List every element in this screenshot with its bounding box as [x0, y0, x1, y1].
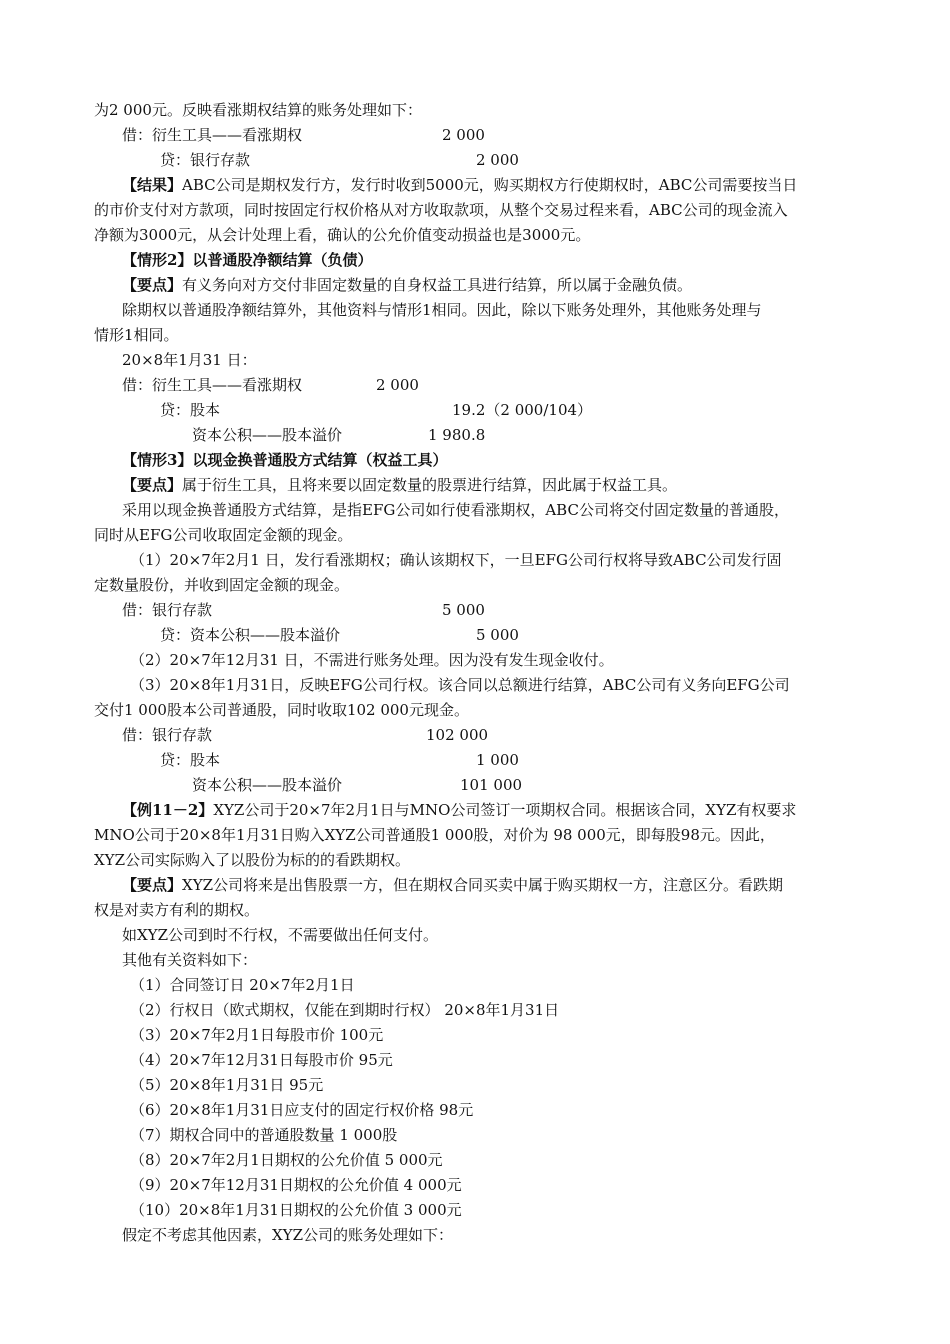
- journal-credit: 资本公积——股本溢价: [192, 776, 343, 794]
- text-line: 采用以现金换普通股方式结算，是指EFG公司如行使看涨期权，ABC公司将交付固定数量的普通股，: [122, 501, 789, 519]
- journal-credit: 贷：资本公积——股本溢价: [160, 626, 341, 644]
- text-line: 净额为3000元，从会计处理上看，确认的公允价值变动损益也是3000元。: [94, 226, 591, 244]
- list-item: （7）期权合同中的普通股数量 1 000股: [130, 1126, 398, 1144]
- list-item: （9）20×7年12月31日期权的公允价值 4 000元: [130, 1176, 462, 1194]
- text-line: XYZ公司实际购入了以股份为标的的看跌期权。: [94, 851, 411, 869]
- list-item: （1）合同签订日 20×7年2月1日: [130, 976, 355, 994]
- text-span: 属于衍生工具，且将来要以固定数量的股票进行结算，因此属于权益工具。: [182, 476, 678, 494]
- result-label: 【结果】: [122, 176, 183, 194]
- example-label: 【例11－2】: [122, 801, 214, 819]
- key-point-label: 【要点】: [122, 476, 183, 494]
- text-line: [122, 273, 692, 298]
- list-item: （5）20×8年1月31日 95元: [130, 1076, 324, 1094]
- journal-debit: 借：银行存款: [122, 726, 213, 744]
- journal-amount: 101 000: [460, 776, 523, 794]
- text-line: 交付1 000股本公司普通股，同时收取102 000元现金。: [94, 701, 469, 719]
- text-line: 其他有关资料如下：: [122, 951, 258, 969]
- list-item: （6）20×8年1月31日应支付的固定行权价格 98元: [130, 1101, 474, 1119]
- text-line: [122, 873, 783, 898]
- journal-credit: 贷：股本: [160, 401, 221, 419]
- key-point-label: 【要点】: [122, 876, 183, 894]
- journal-debit: 借：银行存款: [122, 601, 213, 619]
- list-item: （8）20×7年2月1日期权的公允价值 5 000元: [130, 1151, 443, 1169]
- text-span: 有义务向对方交付非固定数量的自身权益工具进行结算，所以属于金融负债。: [182, 276, 693, 294]
- section-heading: 【情形2】以普通股净额结算（负债）: [122, 251, 373, 269]
- journal-amount: 1 000: [476, 751, 519, 769]
- text-line: 20×8年1月31 日：: [122, 351, 257, 369]
- text-line: 定数量股份，并收到固定金额的现金。: [94, 576, 350, 594]
- journal-debit: 借：衍生工具——看涨期权: [122, 376, 303, 394]
- text-line: 如XYZ公司到时不行权，不需要做出任何支付。: [122, 926, 439, 944]
- list-item: （4）20×7年12月31日每股市价 95元: [130, 1051, 393, 1069]
- journal-amount: 2 000: [476, 151, 519, 169]
- text-line: 权是对卖方有利的期权。: [94, 901, 260, 919]
- list-item: （3）20×7年2月1日每股市价 100元: [130, 1026, 384, 1044]
- text-line: （3）20×8年1月31日，反映EFG公司行权。该合同以总额进行结算，ABC公司有义务向EFG公司: [130, 676, 790, 694]
- journal-amount: 5 000: [442, 601, 485, 619]
- text-line: 为2 000元。反映看涨期权结算的账务处理如下：: [94, 101, 422, 119]
- journal-credit: 贷：银行存款: [160, 151, 251, 169]
- journal-amount: 2 000: [442, 126, 485, 144]
- journal-amount: 2 000: [376, 376, 419, 394]
- text-span: ABC公司是期权发行方，发行时收到5000元，购买期权方行使期权时，ABC公司需要按当日: [182, 176, 798, 194]
- text-line: 的市价支付对方款项，同时按固定行权价格从对方收取款项，从整个交易过程来看，ABC公司的现金流入: [94, 201, 788, 219]
- section-heading: 【情形3】以现金换普通股方式结算（权益工具）: [122, 451, 448, 469]
- text-line: 假定不考虑其他因素，XYZ公司的账务处理如下：: [122, 1226, 454, 1244]
- text-line: [122, 473, 677, 498]
- text-line: MNO公司于20×8年1月31日购入XYZ公司普通股1 000股，对价为 98 000元，即每股98元。因此，: [94, 826, 775, 844]
- journal-debit: 借：衍生工具——看涨期权: [122, 126, 303, 144]
- text-span: XYZ公司于20×7年2月1日与MNO公司签订一项期权合同。根据该合同，XYZ有权要求: [213, 801, 797, 819]
- journal-amount: 5 000: [476, 626, 519, 644]
- text-line: （1）20×7年2月1 日，发行看涨期权；确认该期权下，一旦EFG公司行权将导致ABC公司发行固: [130, 551, 782, 569]
- journal-credit: 资本公积——股本溢价: [192, 426, 343, 444]
- text-line: 除期权以普通股净额结算外，其他资料与情形1相同。因此，除以下账务处理外，其他账务处理与: [122, 301, 762, 319]
- journal-amount: 102 000: [426, 726, 489, 744]
- list-item: （2）行权日（欧式期权，仅能在到期时行权） 20×8年1月31日: [130, 1001, 560, 1019]
- journal-amount: 1 980.8: [428, 426, 486, 444]
- text-line: 情形1相同。: [94, 326, 179, 344]
- text-span: XYZ公司将来是出售股票一方，但在期权合同买卖中属于购买期权一方，注意区分。看跌期: [182, 876, 784, 894]
- journal-credit: 贷：股本: [160, 751, 221, 769]
- list-item: （10）20×8年1月31日期权的公允价值 3 000元: [130, 1201, 462, 1219]
- journal-amount: 19.2（2 000/104）: [452, 401, 593, 419]
- text-line: （2）20×7年12月31 日，不需进行账务处理。因为没有发生现金收付。: [130, 651, 614, 669]
- text-line: [122, 798, 796, 823]
- key-point-label: 【要点】: [122, 276, 183, 294]
- text-line: 同时从EFG公司收取固定金额的现金。: [94, 526, 353, 544]
- text-line: [122, 173, 797, 198]
